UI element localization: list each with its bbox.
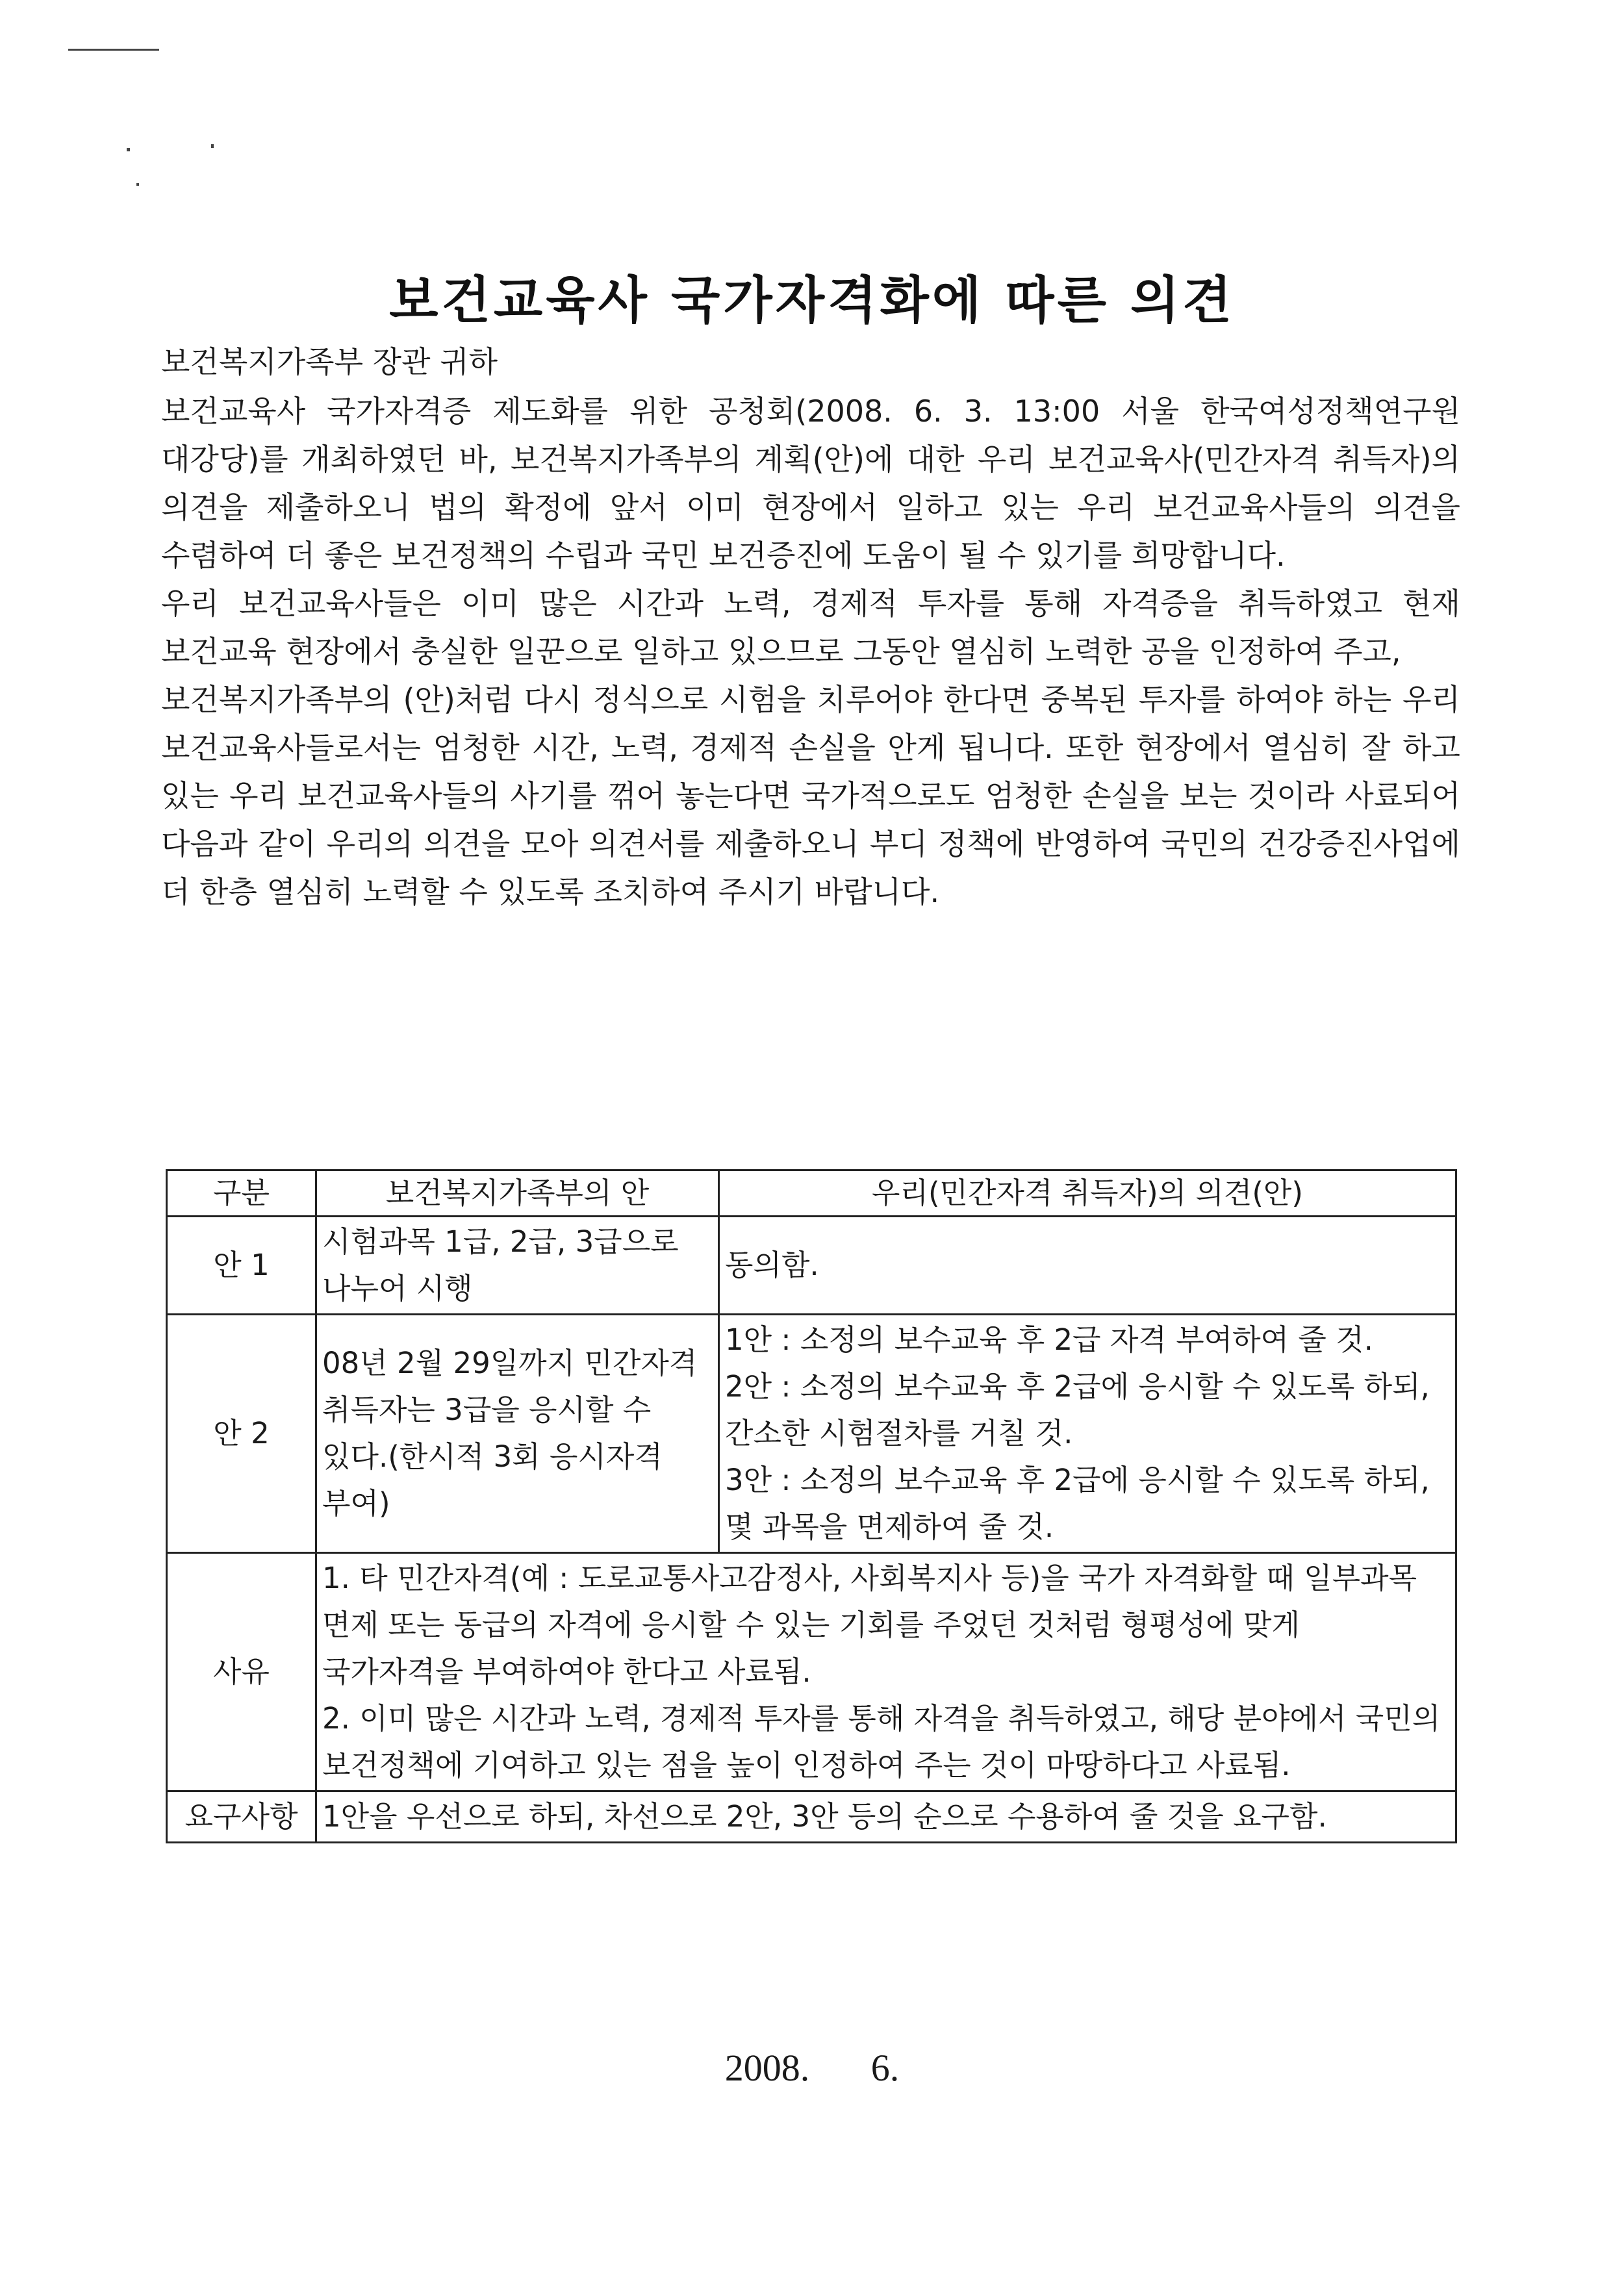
paragraph: 보건복지가족부의 (안)처럼 다시 정식으로 시험을 치루어야 한다면 중복된 투자를 하여야 하는 우리 보건교육사들로서는 엄청한 시간, 노력, 경제적 손실을 안게 됩니다. 또한 현장에서 열심히 잘 하고 있는 우리 보건교육사들의 사기를 꺾어 놓는다면 국가적으로도 엄청한 손실을 보는 것이라 사료되어 다음과 같이 우리의 의견을 모아 의견서를 제출하오니 부디 정책에 반영하여 국민의 건강증진사업에 더 한층 열심히 노력할 수 있도록 조치하여 주시기 바랍니다.	[161, 682, 1461, 909]
ministry-plan-cell: 시험과목 1급, 2급, 3급으로 나누어 시행	[316, 1217, 719, 1315]
opinion-option: 2안 : 소정의 보수교육 후 2급에 응시할 수 있도록 하되, 간소한 시험절차를 거칠 것.	[725, 1369, 1430, 1450]
scan-mark	[136, 183, 139, 186]
reason-cell	[316, 1553, 1456, 1791]
header-our-opinion: 우리(민간자격 취득자)의 의견(안)	[719, 1170, 1456, 1217]
table-row-request	[167, 1791, 1456, 1843]
table-row	[167, 1315, 1456, 1553]
document-title: 보건교육사 국가자격화에 따른 의견	[389, 271, 1235, 330]
ministry-plan-cell: 08년 2월 29일까지 민간자격 취득자는 3급을 응시할 수 있다.(한시적 3회 응시자격 부여)	[316, 1315, 719, 1553]
opinion-cell	[719, 1315, 1456, 1553]
reason-item: 1. 타 민간자격(예 : 도로교통사고감정사, 사회복지사 등)을 국가 자격화할 때 일부과목 면제 또는 동급의 자격에 응시할 수 있는 기회를 주었던 것처럼 형평성에 맞게 국가자격을 부여하여야 한다고 사료됨.	[322, 1561, 1417, 1689]
header-category: 구분	[167, 1170, 316, 1217]
row-label: 요구사항	[167, 1791, 316, 1843]
row-label: 안 2	[167, 1315, 316, 1553]
opinion-option: 1안 : 소정의 보수교육 후 2급 자격 부여하여 줄 것.	[725, 1322, 1373, 1357]
scan-mark	[68, 49, 159, 51]
request-cell: 1안을 우선으로 하되, 차선으로 2안, 3안 등의 순으로 수용하여 줄 것을 요구함.	[316, 1791, 1456, 1843]
paragraph: 보건교육사 국가자격증 제도화를 위한 공청회(2008. 6. 3. 13:00 서울 한국여성정책연구원 대강당)를 개최하였던 바, 보건복지가족부의 계획(안)에 대한 우리 보건교육사(민간자격 취득자)의 의견을 제출하오니 법의 확정에 앞서 이미 현장에서 일하고 있는 우리 보건교육사들의 의견을 수렴하여 더 좋은 보건정책의 수립과 국민 보건증진에 도움이 될 수 있기를 희망합니다.	[161, 394, 1460, 573]
header-ministry-plan: 보건복지가족부의 안	[316, 1170, 719, 1217]
opinion-cell: 동의함.	[719, 1217, 1456, 1315]
table-header-row	[167, 1170, 1456, 1217]
row-label: 안 1	[167, 1217, 316, 1315]
opinion-table	[166, 1169, 1457, 1843]
reason-item: 2. 이미 많은 시간과 노력, 경제적 투자를 통해 자격을 취득하였고, 해당 분야에서 국민의 보건정책에 기여하고 있는 점을 높이 인정하여 주는 것이 마땅하다고 사료됨.	[322, 1701, 1441, 1782]
row-label: 사유	[167, 1553, 316, 1791]
addressee: 보건복지가족부 장관 귀하	[161, 344, 498, 379]
document-date: 2008. 6.	[724, 2047, 900, 2089]
opinion-option: 3안 : 소정의 보수교육 후 2급에 응시할 수 있도록 하되, 몇 과목을 면제하여 줄 것.	[725, 1463, 1430, 1544]
document-body	[161, 338, 1460, 916]
scan-mark	[127, 148, 130, 151]
table-row-reason	[167, 1553, 1456, 1791]
scan-mark	[211, 144, 214, 148]
paragraph: 우리 보건교육사들은 이미 많은 시간과 노력, 경제적 투자를 통해 자격증을 취득하였고 현재 보건교육 현장에서 충실한 일꾼으로 일하고 있으므로 그동안 열심히 노력한 공을 인정하여 주고,	[161, 586, 1460, 669]
table-row	[167, 1217, 1456, 1315]
